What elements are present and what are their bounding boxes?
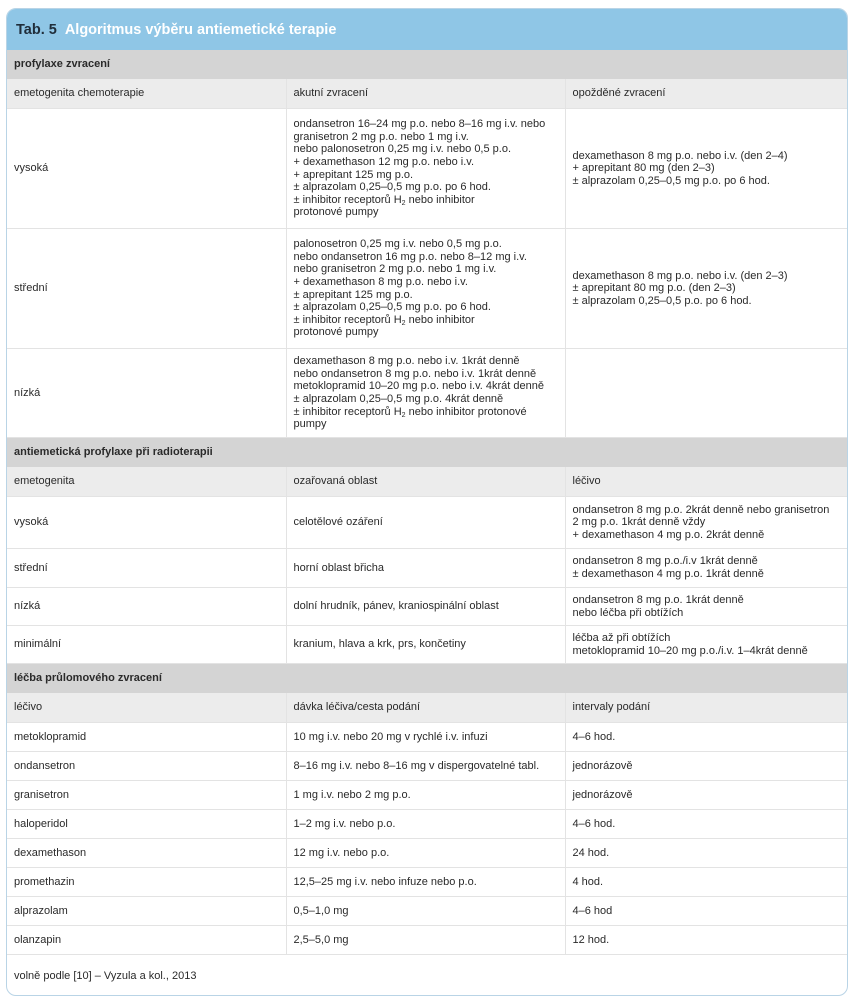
dose-cell: 0,5–1,0 mg bbox=[286, 897, 565, 926]
emetogenity-cell: nízká bbox=[7, 588, 286, 626]
cell-line: palonosetron 0,25 mg i.v. nebo 0,5 mg p.o. bbox=[293, 238, 502, 251]
table-footnote: volně podle [10] – Vyzula a kol., 2013 bbox=[14, 970, 197, 982]
table-title-bar bbox=[7, 9, 847, 50]
column-header: emetogenita bbox=[7, 467, 286, 497]
interval-cell: jednorázově bbox=[565, 752, 847, 781]
emetogenity-cell: střední bbox=[7, 229, 286, 349]
cell-line: ondansetron 8 mg p.o./i.v 1krát denně bbox=[572, 555, 758, 568]
table-row bbox=[7, 229, 847, 349]
table-row bbox=[7, 497, 847, 549]
section-header bbox=[7, 438, 847, 468]
acute-cell bbox=[286, 349, 565, 438]
cell-line: dexamethason 8 mg p.o. nebo i.v. (den 2–3) bbox=[572, 269, 788, 282]
subscript: 2 bbox=[401, 319, 406, 327]
dose-cell: 8–16 mg i.v. nebo 8–16 mg v dispergovatelné tabl. bbox=[286, 752, 565, 781]
cell-line: dexamethason 8 mg p.o. nebo i.v. (den 2–4) bbox=[572, 149, 788, 162]
cell-line bbox=[294, 194, 558, 207]
emetogenity-cell: nízká bbox=[7, 349, 286, 438]
table-row bbox=[7, 868, 847, 897]
section-header bbox=[7, 664, 847, 694]
table-title: Algoritmus výběru antiemetické terapie bbox=[64, 21, 337, 38]
drug-name-cell: granisetron bbox=[7, 781, 286, 810]
table-row bbox=[7, 926, 847, 955]
cell-line: ± alprazolam 0,25–0,5 mg p.o. po 6 hod. bbox=[293, 181, 491, 194]
column-header: léčivo bbox=[7, 693, 286, 723]
table-row bbox=[7, 349, 847, 438]
line-text: ± inhibitor receptorů H bbox=[293, 313, 402, 326]
section-title: profylaxe zvracení bbox=[7, 50, 847, 79]
drug-cell bbox=[565, 549, 847, 588]
cell-line: metoklopramid 10–20 mg p.o./i.v. 1–4krát denně bbox=[572, 644, 808, 657]
cell-line: + dexamethason 12 mg p.o. nebo i.v. bbox=[293, 155, 474, 168]
irradiated-area-cell: dolní hrudník, pánev, kraniospinální oblast bbox=[286, 588, 565, 626]
cell-line: granisetron 2 mg p.o. nebo 1 mg i.v. bbox=[293, 130, 469, 143]
line-text: nebo inhibitor bbox=[405, 193, 475, 206]
delayed-cell bbox=[565, 229, 847, 349]
cell-line: ± alprazolam 0,25–0,5 mg p.o. po 6 hod. bbox=[293, 301, 491, 314]
subscript: 2 bbox=[401, 199, 406, 207]
drug-name-cell: metoklopramid bbox=[7, 723, 286, 752]
emetogenity-cell: vysoká bbox=[7, 497, 286, 549]
column-header: akutní zvracení bbox=[286, 79, 565, 109]
cell-line: ondansetron 8 mg p.o. 2krát denně nebo granisetron bbox=[572, 503, 830, 516]
column-header: emetogenita chemoterapie bbox=[7, 79, 286, 109]
antiemetic-table bbox=[7, 50, 847, 955]
table-row bbox=[7, 549, 847, 588]
table-row bbox=[7, 752, 847, 781]
column-header-row bbox=[7, 693, 847, 723]
cell-line: metoklopramid 10–20 mg p.o. nebo i.v. 4krát denně bbox=[293, 380, 545, 393]
column-header: opožděné zvracení bbox=[565, 79, 847, 109]
cell-line: pumpy bbox=[293, 418, 327, 431]
column-header-row bbox=[7, 79, 847, 109]
line-text: ± inhibitor receptorů H bbox=[293, 193, 402, 206]
table-row bbox=[7, 839, 847, 868]
cell-line: ± alprazolam 0,25–0,5 p.o. po 6 hod. bbox=[572, 294, 752, 307]
column-header: léčivo bbox=[565, 467, 847, 497]
cell-line: dexamethason 8 mg p.o. nebo i.v. 1krát denně bbox=[293, 355, 520, 368]
drug-cell bbox=[565, 626, 847, 664]
interval-cell: 12 hod. bbox=[565, 926, 847, 955]
cell-line: nebo granisetron 2 mg p.o. nebo 1 mg i.v. bbox=[293, 263, 497, 276]
cell-line: protonové pumpy bbox=[293, 326, 379, 339]
table-row bbox=[7, 626, 847, 664]
interval-cell: 4 hod. bbox=[565, 868, 847, 897]
irradiated-area-cell: kranium, hlava a krk, prs, končetiny bbox=[286, 626, 565, 664]
subscript: 2 bbox=[401, 411, 406, 419]
cell-line: ± dexamethason 4 mg p.o. 1krát denně bbox=[572, 568, 764, 580]
table-row bbox=[7, 109, 847, 229]
table-row bbox=[7, 781, 847, 810]
delayed-cell bbox=[565, 109, 847, 229]
drug-name-cell: olanzapin bbox=[7, 926, 286, 955]
cell-line: 2 mg p.o. 1krát denně vždy bbox=[572, 516, 706, 529]
cell-line: léčba až při obtížích bbox=[572, 631, 671, 644]
line-text: nebo inhibitor bbox=[405, 313, 475, 326]
dose-cell: 12 mg i.v. nebo p.o. bbox=[286, 839, 565, 868]
delayed-cell bbox=[565, 349, 847, 438]
table-row bbox=[7, 723, 847, 752]
interval-cell: 24 hod. bbox=[565, 839, 847, 868]
interval-cell: jednorázově bbox=[565, 781, 847, 810]
irradiated-area-cell: horní oblast břicha bbox=[286, 549, 565, 588]
cell-line bbox=[294, 314, 558, 327]
cell-line: nebo léčba při obtížích bbox=[572, 606, 684, 619]
column-header: dávka léčiva/cesta podání bbox=[286, 693, 565, 723]
emetogenity-cell: vysoká bbox=[7, 109, 286, 229]
cell-line: ± aprepitant 80 mg p.o. (den 2–3) bbox=[572, 282, 736, 295]
cell-line: ± alprazolam 0,25–0,5 mg p.o. po 6 hod. bbox=[572, 174, 770, 187]
cell-line: ondansetron 16–24 mg p.o. nebo 8–16 mg i.v. nebo bbox=[293, 118, 546, 131]
column-header: intervaly podání bbox=[565, 693, 847, 723]
column-header: ozařovaná oblast bbox=[286, 467, 565, 497]
cell-line: + aprepitant 125 mg p.o. bbox=[293, 168, 414, 181]
emetogenity-cell: střední bbox=[7, 549, 286, 588]
dose-cell: 12,5–25 mg i.v. nebo infuze nebo p.o. bbox=[286, 868, 565, 897]
dose-cell: 10 mg i.v. nebo 20 mg v rychlé i.v. infuzi bbox=[286, 723, 565, 752]
drug-cell bbox=[565, 497, 847, 549]
dose-cell: 2,5–5,0 mg bbox=[286, 926, 565, 955]
interval-cell: 4–6 hod bbox=[565, 897, 847, 926]
acute-cell bbox=[286, 109, 565, 229]
dose-cell: 1–2 mg i.v. nebo p.o. bbox=[286, 810, 565, 839]
emetogenity-cell: minimální bbox=[7, 626, 286, 664]
table-row bbox=[7, 897, 847, 926]
cell-line: ondansetron 8 mg p.o. 1krát denně bbox=[572, 593, 744, 606]
drug-cell bbox=[565, 588, 847, 626]
irradiated-area-cell: celotělové ozáření bbox=[286, 497, 565, 549]
table-row bbox=[7, 810, 847, 839]
interval-cell: 4–6 hod. bbox=[565, 810, 847, 839]
drug-name-cell: dexamethason bbox=[7, 839, 286, 868]
column-header-row bbox=[7, 467, 847, 497]
section-title: léčba průlomového zvracení bbox=[7, 664, 847, 694]
cell-line: ± aprepitant 125 mg p.o. bbox=[293, 288, 413, 301]
section-header bbox=[7, 50, 847, 79]
drug-name-cell: haloperidol bbox=[7, 810, 286, 839]
cell-line: nebo ondansetron 16 mg p.o. nebo 8–12 mg i.v. bbox=[293, 250, 527, 263]
table-frame bbox=[6, 8, 848, 996]
cell-line: + dexamethason 8 mg p.o. nebo i.v. bbox=[293, 275, 468, 288]
line-text: nebo inhibitor protonové bbox=[405, 405, 527, 418]
table-row bbox=[7, 588, 847, 626]
cell-line: nebo palonosetron 0,25 mg i.v. nebo 0,5 p.o. bbox=[293, 143, 512, 156]
acute-cell bbox=[286, 229, 565, 349]
dose-cell: 1 mg i.v. nebo 2 mg p.o. bbox=[286, 781, 565, 810]
line-text: ± inhibitor receptorů H bbox=[293, 405, 402, 418]
drug-name-cell: promethazin bbox=[7, 868, 286, 897]
cell-line: protonové pumpy bbox=[293, 206, 379, 219]
section-title: antiemetická profylaxe při radioterapii bbox=[7, 438, 847, 468]
interval-cell: 4–6 hod. bbox=[565, 723, 847, 752]
drug-name-cell: alprazolam bbox=[7, 897, 286, 926]
table-number: Tab. 5 bbox=[16, 21, 57, 38]
drug-name-cell: ondansetron bbox=[7, 752, 286, 781]
cell-line: ± alprazolam 0,25–0,5 mg p.o. 4krát denně bbox=[293, 393, 504, 405]
cell-line: nebo ondansetron 8 mg p.o. nebo i.v. 1krát denně bbox=[293, 367, 537, 380]
cell-line bbox=[294, 406, 558, 419]
cell-line: + dexamethason 4 mg p.o. 2krát denně bbox=[572, 528, 765, 541]
cell-line: + aprepitant 80 mg (den 2–3) bbox=[572, 162, 715, 175]
